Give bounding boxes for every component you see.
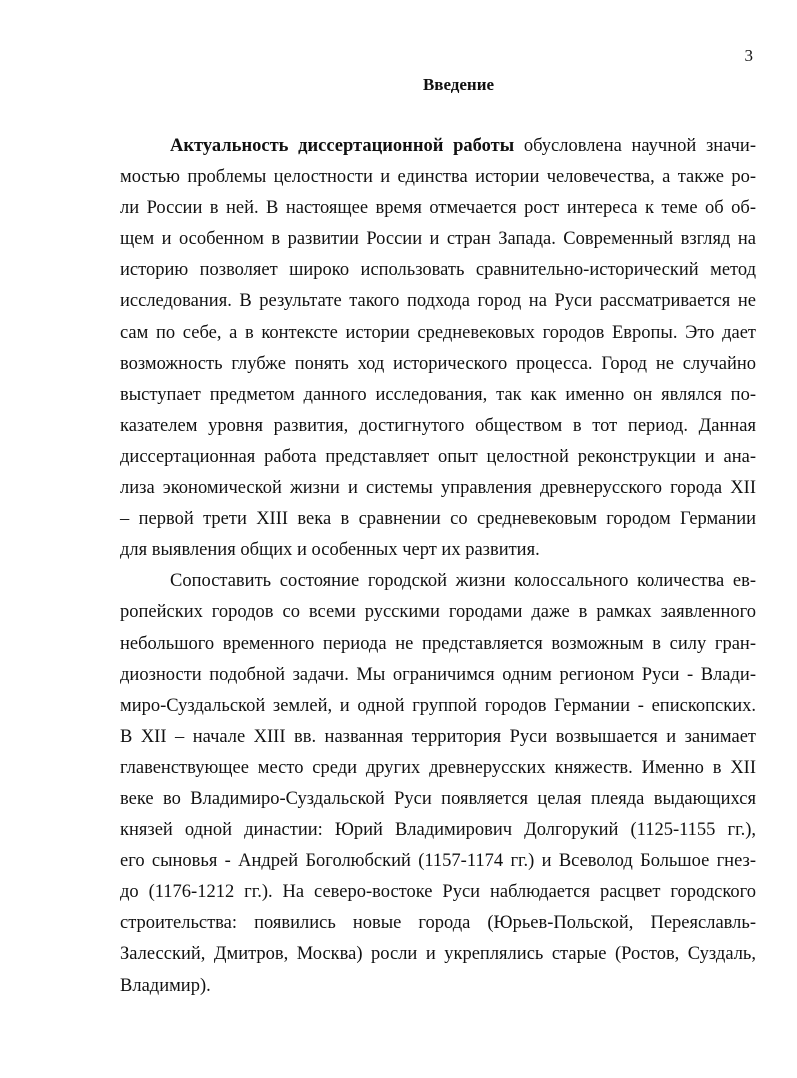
text-line: возможность глубже понять ход исторического процесса. Город не случайно [120, 353, 756, 374]
text-line: сам по себе, а в контексте истории средневековых городов Европы. Это дает [120, 322, 756, 343]
text-line: небольшого временного периода не представляется возможным в силу гран- [120, 633, 756, 654]
paragraph-relevance [120, 131, 756, 566]
text-line: миро-Суздальской землей, и одной группой городов Германии - епископских. [120, 695, 756, 716]
text-line: его сыновья - Андрей Боголюбский (1157-1174 гг.) и Всеволод Большое гнез- [120, 851, 756, 872]
text-line: до (1176-1212 гг.). На северо-востоке Руси наблюдается расцвет городского [120, 882, 756, 903]
text-line: выступает предметом данного исследования, так как именно он являлся по- [120, 384, 756, 405]
text-line: историю позволяет широко использовать сравнительно-исторический метод [120, 260, 756, 281]
section-title: Введение [422, 75, 495, 94]
text-line: князей одной династии: Юрий Владимирович Долгорукий (1125-1155 гг.), [120, 820, 756, 841]
text-line: Владимир). [120, 975, 211, 996]
text-line: ли России в ней. В настоящее время отмечается рост интереса к теме об об- [120, 198, 756, 219]
text-line: исследования. В результате такого подхода город на Руси рассматривается не [120, 291, 756, 312]
text-line: мостью проблемы целостности и единства истории человечества, а также ро- [120, 167, 756, 188]
text-line: Сопоставить состояние городской жизни колоссального количества ев- [170, 571, 756, 592]
text-line: казателем уровня развития, достигнутого обществом в тот период. Данная [120, 415, 756, 436]
text-line: щем и особенном в развитии России и стран Запада. Современный взгляд на [120, 229, 756, 250]
text-line: Залесский, Дмитров, Москва) росли и укреплялись старые (Ростов, Суздаль, [120, 944, 756, 965]
body-text [120, 131, 756, 1002]
text-line: диозности подобной задачи. Мы ограничимся одним регионом Руси - Влади- [120, 664, 756, 685]
text-line: для выявления общих и особенных черт их развития. [120, 540, 540, 561]
text-line: лиза экономической жизни и системы управления древнерусского города XII [120, 478, 756, 499]
page-number: 3 [744, 46, 753, 65]
text-line: – первой трети XIII века в сравнении со средневековым городом Германии [120, 509, 756, 530]
text-line: В XII – начале XIII вв. названная территория Руси возвышается и занимает [120, 726, 756, 747]
text-line: ропейских городов со всеми русскими городами даже в рамках заявленного [120, 602, 756, 623]
text-line: главенствующее место среди других древнерусских княжеств. Именно в XII [120, 757, 756, 778]
text-line [120, 131, 756, 162]
text-line-content: обусловлена научной значи- [514, 136, 756, 156]
text-line: диссертационная работа представляет опыт целостной реконструкции и ана- [120, 446, 756, 467]
text-line: строительства: появились новые города (Юрьев-Польской, Переяславль- [120, 913, 756, 934]
text-line: веке во Владимиро-Суздальской Руси появляется целая плеяда выдающихся [120, 788, 756, 809]
paragraph-scope [120, 566, 756, 1001]
lead-phrase: Актуальность диссертационной работы [170, 136, 515, 156]
